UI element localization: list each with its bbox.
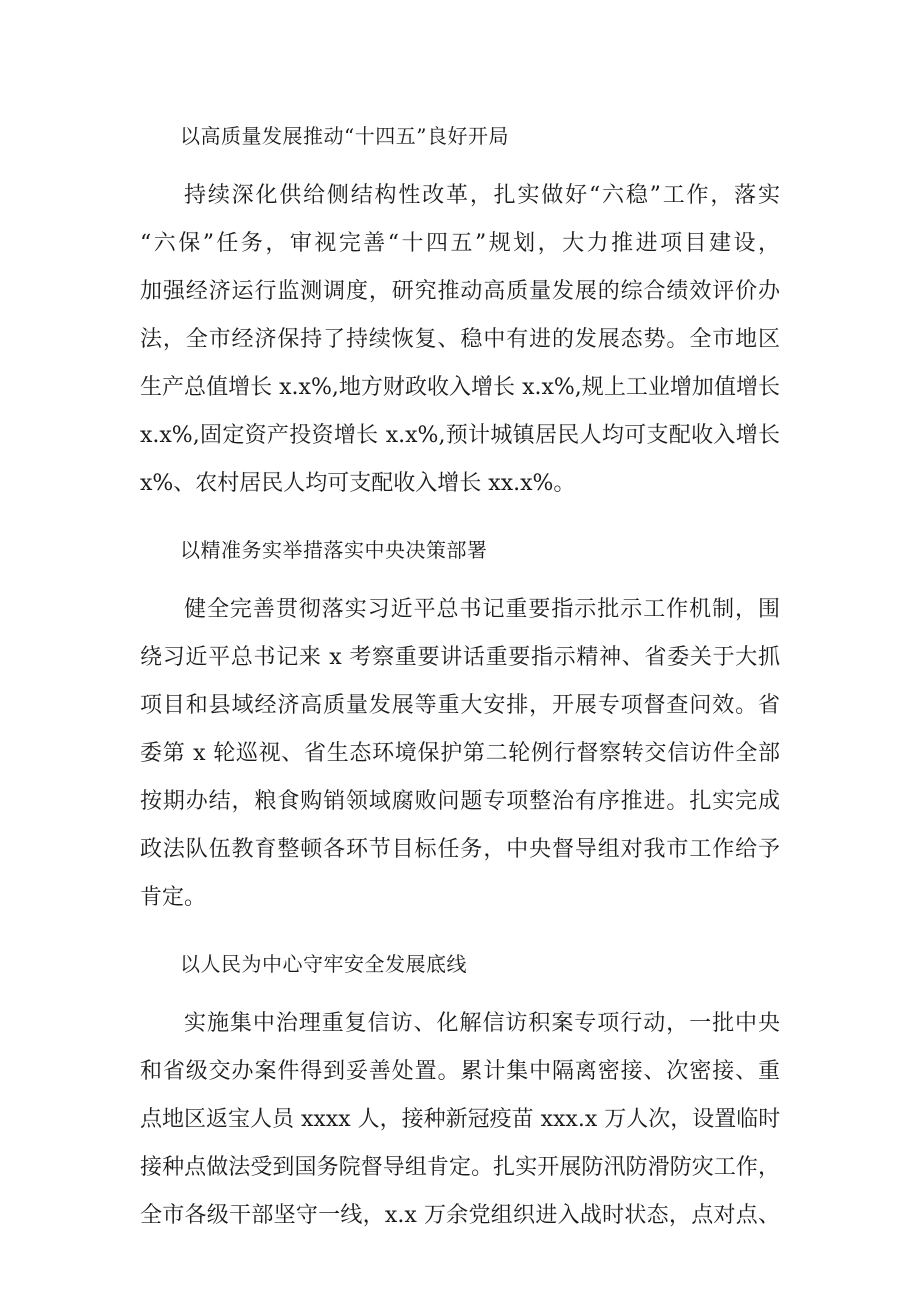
section-heading: 以高质量发展推动“十四五”良好开局 xyxy=(180,124,509,148)
paragraph-line: “六保”任务，审视完善“十四五”规划，大力推进项目建设， xyxy=(140,231,780,256)
paragraph-line: x%、农村居民人均可支配收入增长 xx.x%。 xyxy=(140,471,576,496)
paragraph-line: 实施集中治理重复信访、化解信访积案专项行动，一批中央 xyxy=(184,1011,780,1036)
paragraph-line: 政法队伍教育整顿各环节目标任务，中央督导组对我市工作给予 xyxy=(140,837,780,862)
paragraph-line: 健全完善贯彻落实习近平总书记重要指示批示工作机制，围 xyxy=(184,597,780,622)
paragraph-line: 和省级交办案件得到妥善处置。累计集中隔离密接、次密接、重 xyxy=(140,1059,780,1084)
paragraph-line: 肯定。 xyxy=(140,885,207,910)
section-heading: 以精准务实举措落实中央决策部署 xyxy=(180,538,488,562)
paragraph-line: 全市各级干部坚守一线，x.x 万余党组织进入战时状态，点对点、 xyxy=(140,1203,780,1228)
paragraph-line: 点地区返宝人员 xxxx 人，接种新冠疫苗 xxx.x 万人次，设置临时 xyxy=(140,1107,781,1132)
section-paragraph xyxy=(140,1000,780,1240)
section-paragraph xyxy=(140,172,780,508)
paragraph-line: 绕习近平总书记来 x 考察重要讲话重要指示精神、省委关于大抓 xyxy=(140,645,780,670)
paragraph-line: 法，全市经济保持了持续恢复、稳中有进的发展态势。全市地区 xyxy=(140,327,780,352)
paragraph-line: 加强经济运行监测调度，研究推动高质量发展的综合绩效评价办 xyxy=(140,279,780,304)
paragraph-line: 按期办结，粮食购销领域腐败问题专项整治有序推进。扎实完成 xyxy=(140,789,780,814)
paragraph-line: x.x%,固定资产投资增长 x.x%,预计城镇居民人均可支配收入增长 xyxy=(140,423,780,448)
paragraph-line: 生产总值增长 x.x%,地方财政收入增长 x.x%,规上工业增加值增长 xyxy=(140,375,780,400)
paragraph-line: 持续深化供给侧结构性改革，扎实做好“六稳”工作，落实 xyxy=(184,183,780,208)
paragraph-line: 接种点做法受到国务院督导组肯定。扎实开展防汛防滑防灾工作， xyxy=(140,1155,780,1180)
document-page xyxy=(140,112,780,1240)
paragraph-line: 委第 x 轮巡视、省生态环境保护第二轮例行督察转交信访件全部 xyxy=(140,741,780,766)
paragraph-line: 项目和县域经济高质量发展等重大安排，开展专项督查问效。省 xyxy=(140,693,780,718)
section-heading: 以人民为中心守牢安全发展底线 xyxy=(180,952,467,976)
section-paragraph xyxy=(140,586,780,922)
